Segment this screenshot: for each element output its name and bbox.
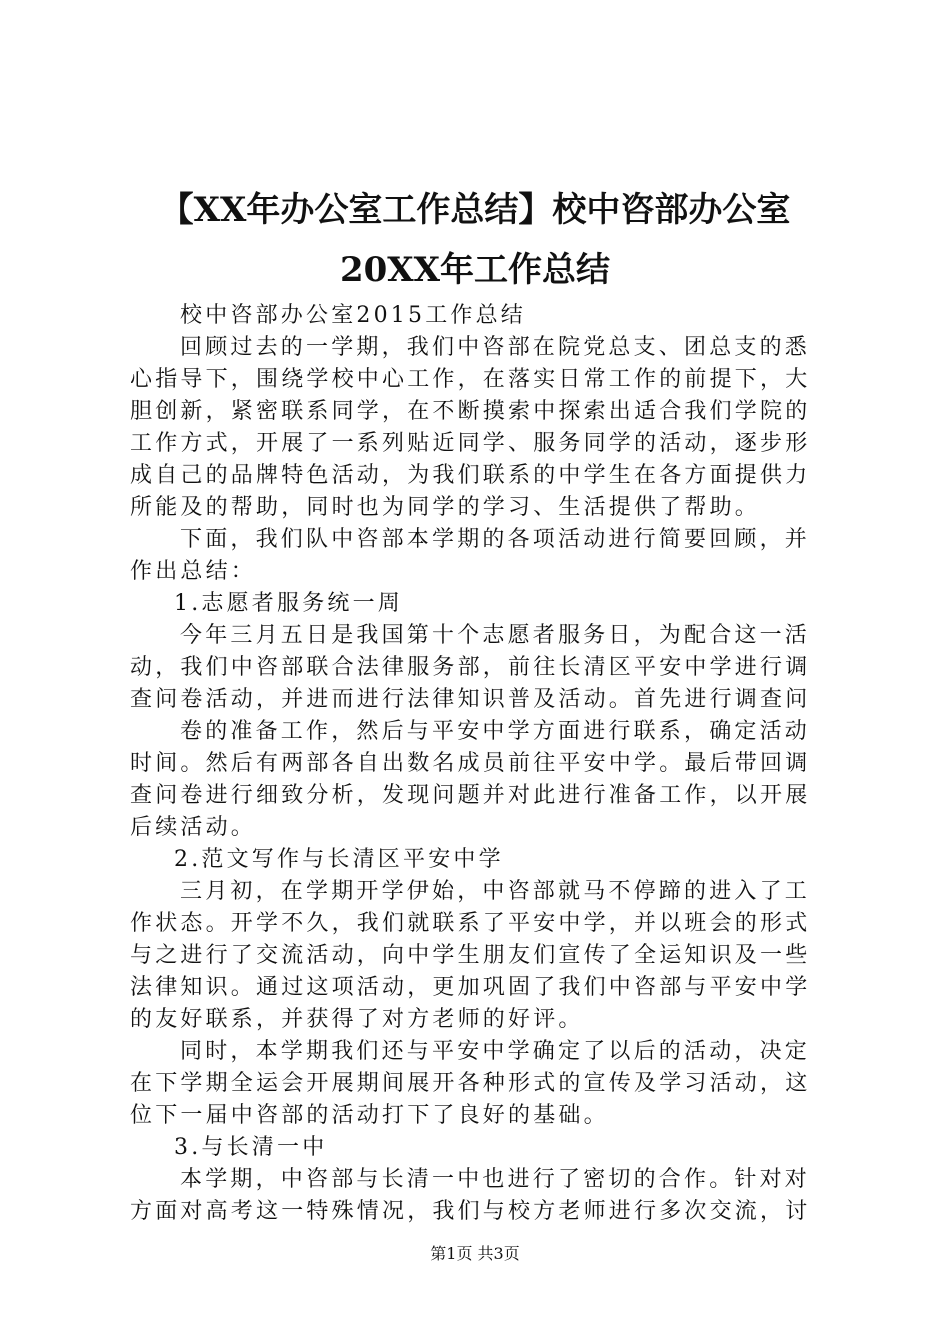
- document-body: [130, 300, 832, 1228]
- paragraph-line: 回顾过去的一学期，我们中咨部在院党总支、团总支的悉: [180, 335, 811, 360]
- paragraph-line: 作状态。开学不久，我们就联系了平安中学，并以班会的形式: [130, 911, 811, 936]
- section-heading: 3.与长清一中: [174, 1135, 328, 1160]
- subtitle-line: 校中咨部办公室2015工作总结: [180, 303, 526, 328]
- document-title-line-1: 【XX年办公室工作总结】校中咨部办公室: [159, 190, 791, 230]
- paragraph-line: 今年三月五日是我国第十个志愿者服务日，为配合这一活: [180, 623, 811, 648]
- paragraph-line: 的友好联系，并获得了对方老师的好评。: [130, 1007, 584, 1032]
- page-number-footer: 第1页 共3页: [430, 1244, 520, 1263]
- paragraph-line: 查问卷活动，并进而进行法律知识普及活动。首先进行调查问: [130, 687, 811, 712]
- paragraph-line: 法律知识。通过这项活动，更加巩固了我们中咨部与平安中学: [130, 975, 811, 1000]
- section-heading: 1.志愿者服务统一周: [174, 591, 403, 616]
- paragraph-line: 方面对高考这一特殊情况，我们与校方老师进行多次交流，讨: [130, 1199, 811, 1224]
- paragraph-line: 卷的准备工作，然后与平安中学方面进行联系，确定活动: [180, 719, 811, 744]
- paragraph-line: 查问卷进行细致分析，发现问题并对此进行准备工作，以开展: [130, 783, 811, 808]
- paragraph-line: 工作方式，开展了一系列贴近同学、服务同学的活动，逐步形: [130, 431, 811, 456]
- paragraph-line: 本学期，中咨部与长清一中也进行了密切的合作。针对对: [180, 1167, 811, 1192]
- paragraph-line: 在下学期全运会开展期间展开各种形式的宣传及学习活动，这: [130, 1071, 811, 1096]
- paragraph-line: 成自己的品牌特色活动，为我们联系的中学生在各方面提供力: [130, 463, 811, 488]
- paragraph-line: 位下一届中咨部的活动打下了良好的基础。: [130, 1103, 609, 1128]
- paragraph-line: 与之进行了交流活动，向中学生朋友们宣传了全运知识及一些: [130, 943, 811, 968]
- section-heading: 2.范文写作与长清区平安中学: [174, 847, 504, 872]
- paragraph-line: 时间。然后有两部各自出数名成员前往平安中学。最后带回调: [130, 751, 811, 776]
- document-title-line-2: 20XX年工作总结: [339, 250, 611, 290]
- paragraph-line: 同时，本学期我们还与平安中学确定了以后的活动，决定: [180, 1039, 811, 1064]
- paragraph-line: 作出总结：: [130, 559, 257, 584]
- paragraph-line: 胆创新，紧密联系同学，在不断摸索中探索出适合我们学院的: [130, 399, 811, 424]
- paragraph-line: 后续活动。: [130, 815, 257, 840]
- paragraph-line: 动，我们中咨部联合法律服务部，前往长清区平安中学进行调: [130, 655, 811, 680]
- paragraph-line: 心指导下，围绕学校中心工作，在落实日常工作的前提下，大: [130, 367, 811, 392]
- paragraph-line: 下面，我们队中咨部本学期的各项活动进行简要回顾，并: [180, 527, 811, 552]
- paragraph-line: 三月初，在学期开学伊始，中咨部就马不停蹄的进入了工: [180, 879, 811, 904]
- paragraph-line: 所能及的帮助，同时也为同学的学习、生活提供了帮助。: [130, 495, 761, 520]
